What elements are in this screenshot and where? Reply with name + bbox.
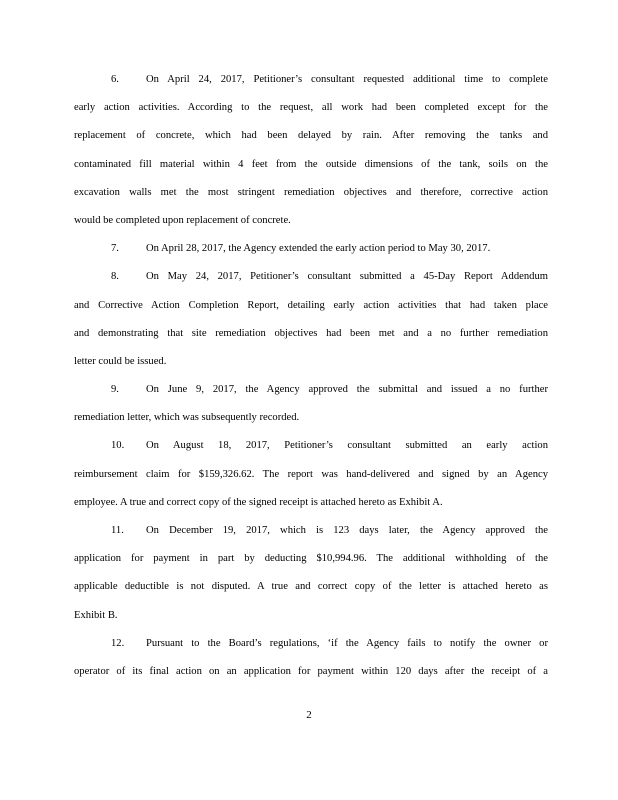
paragraph-line (74, 493, 548, 521)
line-text: replacement of concrete, which had been delayed by rain. After removing the tanks and (74, 130, 548, 142)
paragraph-line (74, 70, 548, 98)
paragraph-line (74, 634, 548, 662)
paragraph-line (74, 662, 548, 690)
line-text: and Corrective Action Completion Report, detailing early action activities that had taken place (74, 299, 548, 311)
line-text: would be completed upon replacement of concrete. (74, 214, 291, 226)
line-text: application for payment in part by deducting $10,994.96. The additional withholding of the (74, 553, 548, 565)
paragraph-line (74, 436, 548, 464)
paragraph-number: 8. (111, 271, 119, 283)
paragraph-number: 7. (111, 243, 119, 255)
paragraph-line (74, 577, 548, 605)
paragraph (74, 70, 548, 239)
line-text: Exhibit B. (74, 609, 118, 621)
paragraph-line (74, 155, 548, 183)
line-text: On December 19, 2017, which is 123 days later, the Agency approved the (146, 525, 548, 536)
paragraph-line (74, 606, 548, 634)
paragraph-number: 10. (111, 440, 125, 452)
line-text: employee. A true and correct copy of the signed receipt is attached hereto as Exhibit A. (74, 496, 443, 508)
paragraph (74, 267, 548, 380)
paragraph (74, 239, 548, 267)
page-number: 2 (306, 709, 312, 721)
line-text: excavation walls met the most stringent remediation objectives and therefore, corrective action (74, 186, 548, 198)
paragraph-number: 9. (111, 384, 119, 396)
paragraph (74, 521, 548, 634)
paragraph-line (74, 98, 548, 126)
paragraph-line (74, 126, 548, 154)
paragraph-line (74, 267, 548, 295)
line-text: On August 18, 2017, Petitioner’s consultant submitted an early action (146, 440, 548, 452)
line-text: operator of its final action on an application for payment within 120 days after the receipt of a (74, 665, 548, 677)
line-text: early action activities. According to the request, all work had been completed except for the (74, 102, 548, 114)
line-text: contaminated fill material within 4 feet from the outside dimensions of the tank, soils on the (74, 158, 548, 170)
line-text: remediation letter, which was subsequently recorded. (74, 412, 300, 424)
paragraph-line (74, 211, 548, 239)
document-body (74, 70, 548, 690)
line-text: and demonstrating that site remediation objectives had been met and a no further remediation (74, 327, 548, 339)
line-text: reimbursement claim for $159,326.62. The report was hand-delivered and signed by an Agency (74, 468, 548, 480)
line-text: On April 24, 2017, Petitioner’s consultant requested additional time to complete (146, 74, 548, 85)
paragraph-line (74, 465, 548, 493)
line-text: letter could be issued. (74, 355, 167, 367)
paragraph-line (74, 352, 548, 380)
paragraph-line (74, 324, 548, 352)
paragraph-line (74, 521, 548, 549)
line-text: applicable deductible is not disputed. A true and correct copy of the letter is attached hereto as (74, 581, 548, 593)
paragraph-line (74, 380, 548, 408)
line-text: On May 24, 2017, Petitioner’s consultant submitted a 45-Day Report Addendum (146, 271, 548, 283)
line-text: On April 28, 2017, the Agency extended the early action period to May 30, 2017. (146, 243, 491, 255)
paragraph-line (74, 408, 548, 436)
paragraph (74, 436, 548, 521)
paragraph-number: 6. (111, 74, 119, 85)
paragraph-line (74, 239, 548, 267)
line-text: Pursuant to the Board’s regulations, ‘if the Agency fails to notify the owner or (146, 637, 548, 649)
line-text: On June 9, 2017, the Agency approved the submittal and issued a no further (146, 384, 548, 396)
paragraph-line (74, 549, 548, 577)
paragraph-line (74, 183, 548, 211)
paragraph (74, 380, 548, 436)
paragraph-number: 12. (111, 637, 125, 649)
paragraph-line (74, 296, 548, 324)
paragraph-number: 11. (111, 525, 124, 536)
paragraph (74, 634, 548, 690)
